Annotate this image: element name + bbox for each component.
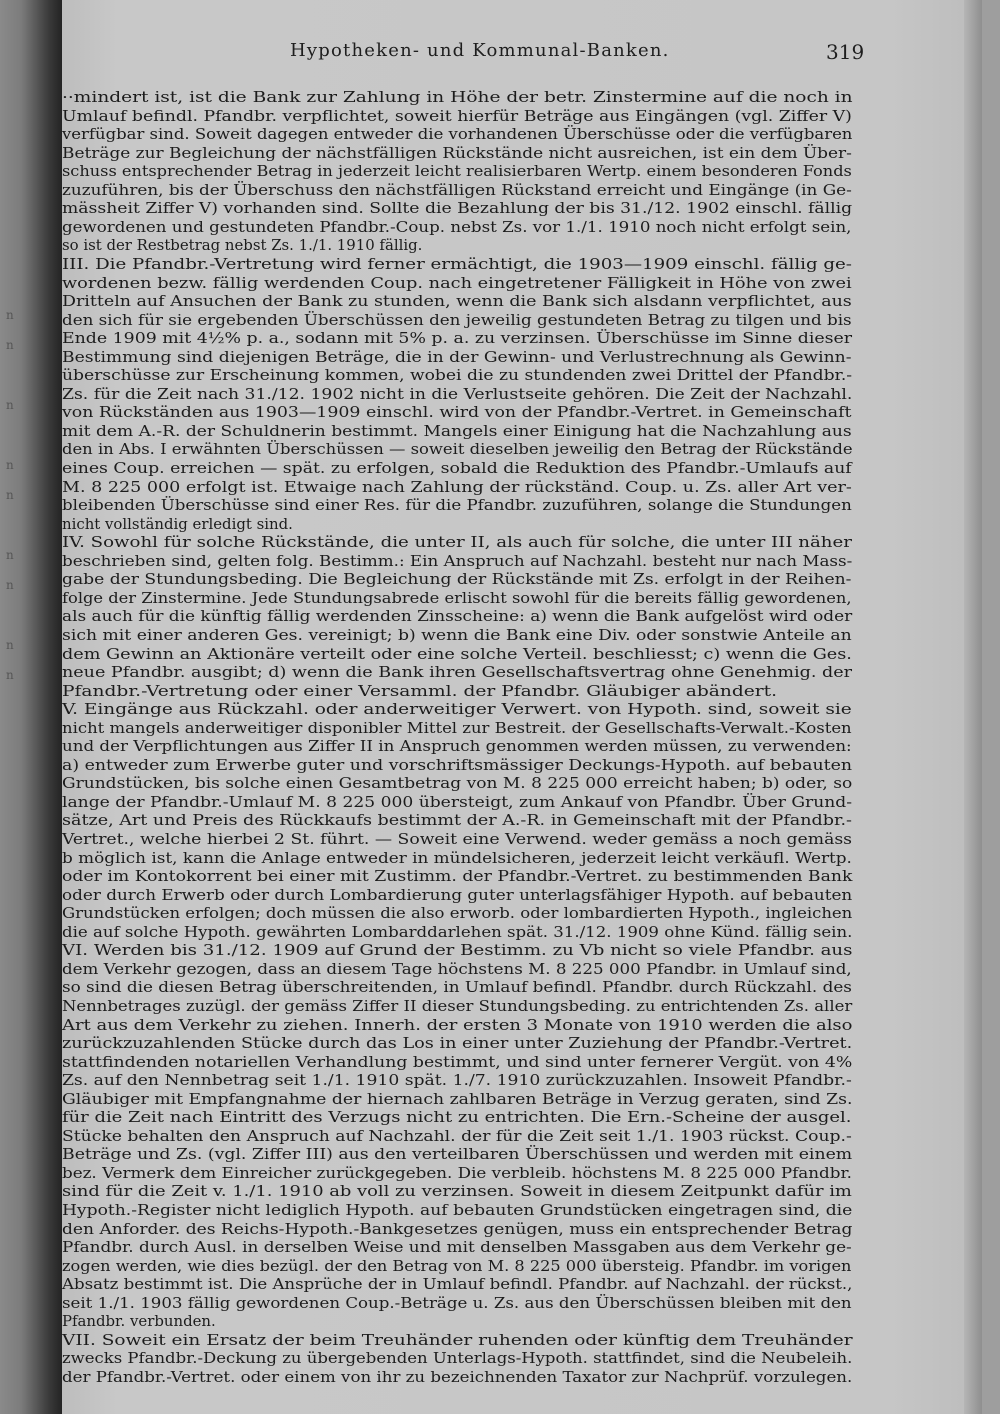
text-line: folge der Zinstermine. Jede Stundungsabrede erlischt sowohl für die bereits fällig gewordenen, (62, 588, 852, 607)
text-line: sätze, Art und Preis des Rückkaufs bestimmt der A.-R. in Gemeinschaft mit der Pfandbr.- (62, 811, 852, 830)
text-line: gewordenen und gestundeten Pfandbr.-Coup. nebst Zs. vor 1./1. 1910 noch nicht erfolgt sein, (62, 217, 852, 236)
text-line: zuzuführen, bis der Überschuss den nächstfälligen Rückstand erreicht und Eingänge (in Ge- (62, 180, 852, 199)
running-title: Hypotheken- und Kommunal-Banken. (290, 40, 670, 61)
text-line: den in Abs. I erwähnten Überschüssen — soweit dieselben jeweilig den Betrag der Rückstände (62, 440, 853, 459)
text-line: Art aus dem Verkehr zu ziehen. Innerh. der ersten 3 Monate von 1910 werden die also (62, 1015, 853, 1034)
text-line: bleibenden Überschüsse sind einer Res. für die Pfandbr. zuzuführen, solange die Stundungen (62, 496, 852, 515)
text-line: so ist der Restbetrag nebst Zs. 1./1. 1910 fällig. (62, 236, 423, 255)
text-line: den Anforder. des Reichs-Hypoth.-Bankgesetzes genügen, muss ein entsprechender Betrag (62, 1219, 853, 1238)
text-line: Gläubiger mit Empfangnahme der hiernach zahlbaren Beträge in Verzug geraten, sind Zs. (62, 1089, 853, 1108)
text-line: und der Verpflichtungen aus Ziffer II in Anspruch genommen werden müssen, zu verwenden: (62, 737, 852, 756)
text-line: Dritteln auf Ansuchen der Bank zu stunden, wenn die Bank sich alsdann verpflichtet, aus (62, 292, 852, 311)
text-line: V. Eingänge aus Rückzahl. oder anderweitiger Verwert. von Hypoth. sind, soweit sie (62, 700, 852, 719)
text-line: mässheit Ziffer V) vorhanden sind. Sollte die Bezahlung der bis 31./12. 1902 einschl. fällig (62, 199, 853, 218)
text-line: ··mindert ist, ist die Bank zur Zahlung in Höhe der betr. Zinstermine auf die noch in (62, 88, 853, 106)
text-line: stattfindenden notariellen Verhandlung bestimmt, und sind unter fernerer Vergüt. von 4% (62, 1052, 853, 1071)
book-page (62, 0, 982, 1414)
text-line: Grundstücken erfolgen; doch müssen die also erworb. oder lombardierten Hypoth., ingleichen (62, 904, 853, 923)
text-line: eines Coup. erreichen — spät. zu erfolgen, sobald die Reduktion des Pfandbr.-Umlaufs auf (62, 459, 852, 477)
text-line: verfügbar sind. Soweit dagegen entweder die vorhandenen Überschüsse oder die verfügbaren (62, 125, 853, 144)
text-line: als auch für die künftig fällig werdenden Zinsscheine: a) wenn die Bank aufgelöst wird oder (62, 607, 853, 626)
text-line: Nennbetrages zuzügl. der gemäss Ziffer II dieser Stundungsbeding. zu entrichtenden Zs. aller (62, 996, 853, 1015)
text-line: M. 8 225 000 erfolgt ist. Etwaige nach Zahlung der rückständ. Coup. u. Zs. aller Art ver- (62, 477, 852, 496)
text-line: zurückzuzahlenden Stücke durch das Los in einer unter Zuziehung der Pfandbr.-Vertret. (62, 1034, 853, 1053)
text-line: Absatz bestimmt ist. Die Ansprüche der in Umlauf befindl. Pfandbr. auf Nachzahl. der rückst., (62, 1275, 853, 1294)
text-line: Beträge zur Begleichung der nächstfälligen Rückstände nicht ausreichen, ist ein dem Über- (62, 143, 852, 162)
text-line: Pfandbr. verbunden. (62, 1312, 216, 1331)
text-line: b möglich ist, kann die Anlage entweder in mündelsicheren, jederzeit leicht verkäufl. Wertp. (62, 848, 852, 867)
text-line: die auf solche Hypoth. gewährten Lombarddarlehen spät. 31./12. 1909 ohne Künd. fällig sein. (62, 922, 853, 941)
text-line: Pfandbr.-Vertretung oder einer Versamml. der Pfandbr. Gläubiger abändert. (62, 681, 778, 700)
text-line: schuss entsprechender Betrag in jederzeit leicht realisierbaren Wertp. einem besonderen Fonds (62, 162, 852, 181)
text-line: neue Pfandbr. ausgibt; d) wenn die Bank ihren Gesellschaftsvertrag ohne Genehmig. der (62, 663, 852, 682)
text-line: sind für die Zeit v. 1./1. 1910 ab voll zu verzinsen. Soweit in diesem Zeitpunkt dafür im (62, 1182, 852, 1201)
text-line: oder durch Erwerb oder durch Lombardierung guter unterlagsfähiger Hypoth. auf bebauten (62, 885, 853, 904)
text-line: Ende 1909 mit 4½% p. a., sodann mit 5% p. a. zu verzinsen. Überschüsse im Sinne dieser (62, 329, 853, 348)
text-line: a) entweder zum Erwerbe guter und vorschriftsmässiger Deckungs-Hypoth. auf bebauten (62, 755, 853, 774)
text-line: Grundstücken, bis solche einen Gesamtbetrag von M. 8 225 000 erreicht haben; b) oder, so (62, 774, 853, 793)
bleed-through-marks: n n n n n n n n n (6, 308, 14, 682)
text-line: gabe der Stundungsbeding. Die Begleichung der Rückstände mit Zs. erfolgt in der Reihen- (62, 570, 852, 589)
text-line: III. Die Pfandbr.-Vertretung wird ferner ermächtigt, die 1903—1909 einschl. fällig ge- (62, 254, 852, 273)
text-line: dem Gewinn an Aktionäre verteilt oder eine solche Verteil. beschliesst; c) wenn die Ges. (62, 644, 852, 663)
text-line: Beträge und Zs. (vgl. Ziffer III) aus den verteilbaren Überschüssen und werden mit einem (62, 1145, 853, 1164)
text-line: überschüsse zur Erscheinung kommen, wobei die zu stundenden zwei Drittel der Pfandbr.- (62, 366, 853, 385)
text-line: seit 1./1. 1903 fällig gewordenen Coup.-Beträge u. Zs. aus den Überschüssen bleiben mit den (62, 1293, 852, 1312)
text-line: VI. Werden bis 31./12. 1909 auf Grund der Bestimm. zu Vb nicht so viele Pfandbr. aus (62, 941, 853, 960)
text-line: Pfandbr. durch Ausl. in derselben Weise und mit denselben Massgaben aus dem Verkehr ge- (62, 1238, 852, 1257)
text-line: wordenen bezw. fällig werdenden Coup. nach eingetretener Fälligkeit in Höhe von zwei (62, 273, 852, 292)
text-line: IV. Sowohl für solche Rückstände, die unter II, als auch für solche, die unter III näher (62, 533, 852, 552)
text-line: oder im Kontokorrent bei einer mit Zustimm. der Pfandbr.-Vertret. zu bestimmenden Bank (62, 867, 853, 886)
text-line: bez. Vermerk dem Einreicher zurückgegeben. Die verbleib. höchstens M. 8 225 000 Pfandbr. (62, 1163, 852, 1182)
text-line: von Rückständen aus 1903—1909 einschl. wird von der Pfandbr.-Vertret. in Gemeinschaft (62, 403, 852, 422)
text-line: Vertret., welche hierbei 2 St. führt. — Soweit eine Verwend. weder gemäss a noch gemäss (62, 830, 853, 848)
text-line: für die Zeit nach Eintritt des Verzugs nicht zu entrichten. Die Ern.-Scheine der ausgel. (62, 1108, 852, 1127)
text-line: Bestimmung sind diejenigen Beträge, die in der Gewinn- und Verlustrechnung als Gewinn- (62, 347, 852, 366)
text-line: sich mit einer anderen Ges. vereinigt; b) wenn die Bank eine Div. oder sonstwie Anteile an (62, 625, 852, 644)
text-line: zwecks Pfandbr.-Deckung zu übergebenden Unterlags-Hypoth. stattfindet, sind die Neubeleih. (62, 1349, 853, 1368)
text-line: nicht vollständig erledigt sind. (62, 514, 293, 533)
text-line: VII. Soweit ein Ersatz der beim Treuhänder ruhenden oder künftig dem Treuhänder (62, 1330, 853, 1349)
page-number: 319 (826, 40, 865, 64)
text-line: Umlauf befindl. Pfandbr. verpflichtet, soweit hierfür Beträge aus Eingängen (vgl. Ziffer V) (62, 106, 852, 125)
text-line: der Pfandbr.-Vertret. oder einem von ihr zu bezeichnenden Taxator zur Nachprüf. vorzulegen. (62, 1367, 853, 1386)
text-line: lange der Pfandbr.-Umlauf M. 8 225 000 übersteigt, zum Ankauf von Pfandbr. Über Grund- (62, 792, 853, 811)
text-line: Hypoth.-Register nicht lediglich Hypoth. auf bebauten Grundstücken eingetragen sind, die (62, 1201, 853, 1219)
text-line: Zs. für die Zeit nach 31./12. 1902 nicht in die Verlustseite gehören. Die Zeit der Nachzahl. (62, 384, 853, 403)
book-spine-shadow (0, 0, 70, 1414)
text-line: so sind die diesen Betrag überschreitenden, in Umlauf befindl. Pfandbr. durch Rückzahl. des (62, 978, 852, 997)
page-edge-shadow (964, 0, 982, 1414)
text-line: beschrieben sind, gelten folg. Bestimm.: Ein Anspruch auf Nachzahl. besteht nur nach Mass- (62, 551, 853, 570)
text-line: Zs. auf den Nennbetrag seit 1./1. 1910 spät. 1./7. 1910 zurückzuzahlen. Insoweit Pfandbr.- (62, 1071, 852, 1090)
text-line: dem Verkehr gezogen, dass an diesem Tage höchstens M. 8 225 000 Pfandbr. in Umlauf sind, (62, 959, 852, 978)
page-header (62, 40, 982, 70)
text-line: mit dem A.-R. der Schuldnerin bestimmt. Mangels einer Einigung hat die Nachzahlung aus (62, 421, 852, 440)
text-line: Stücke behalten den Anspruch auf Nachzahl. der für die Zeit seit 1./1. 1903 rückst. Coup.- (62, 1126, 852, 1145)
text-line: zogen werden, wie dies bezügl. der den Betrag von M. 8 225 000 übersteig. Pfandbr. im vorigen (62, 1256, 852, 1275)
text-line: den sich für sie ergebenden Überschüssen den jeweilig gestundeten Betrag zu tilgen und bis (62, 310, 852, 329)
text-line: nicht mangels anderweitiger disponibler Mittel zur Bestreit. der Gesellschafts-Verwalt.-Kosten (62, 718, 852, 737)
